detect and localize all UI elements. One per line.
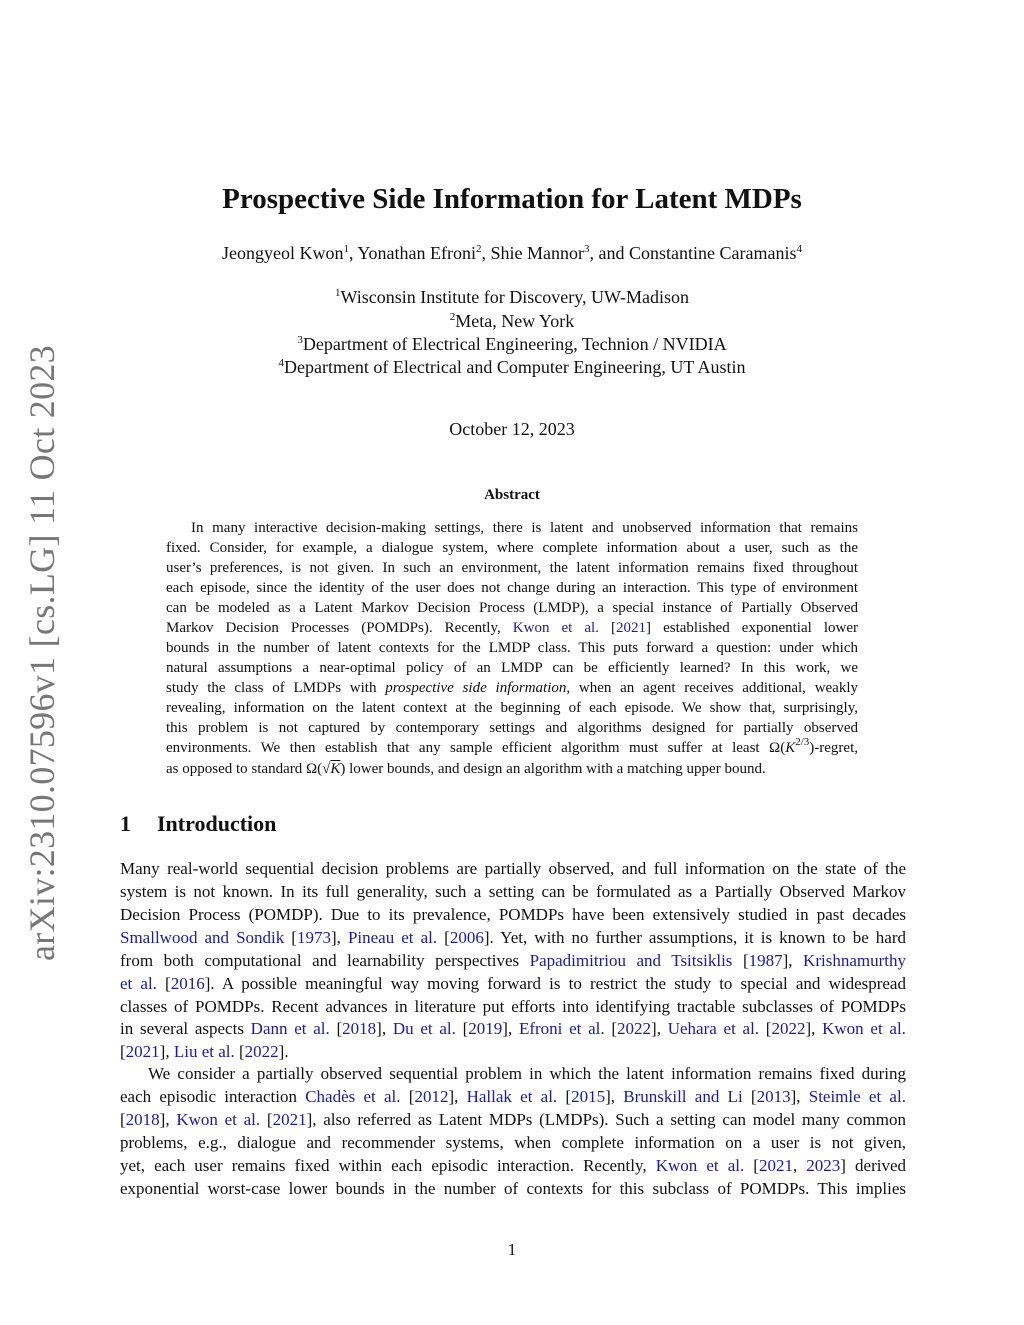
body-line <box>120 1108 906 1131</box>
text-run: ) lower bounds, and design an algorithm with a matching upper bound. <box>340 761 766 777</box>
sqrt-symbol: √ <box>322 761 331 777</box>
body-line: system is not known. In its full generality, such a setting can be formulated as a Partially Observed Markov <box>120 882 906 901</box>
abstract-line: can be modeled as a Latent Markov Decision Process (LMDP), a special instance of Partially Observed <box>166 600 858 616</box>
citation-year-link[interactable]: 2021 <box>616 620 647 636</box>
citation-year-link[interactable]: 1987 <box>748 951 783 970</box>
arxiv-identifier: arXiv:2310.07596v1 [cs.LG] 11 Oct 2023 <box>22 345 62 961</box>
citation-year-link[interactable]: 2021 <box>758 1156 793 1175</box>
text-run: ], <box>605 1087 624 1106</box>
author-name: Shie Mannor <box>490 243 585 263</box>
citation-link[interactable]: Krishnamurthy <box>803 951 906 970</box>
author-sup: 1 <box>343 243 349 255</box>
citation-link[interactable]: Kwon et al. <box>822 1019 906 1038</box>
text-run: ], <box>159 1042 174 1061</box>
text-run: [ <box>120 1110 126 1129</box>
text-run: [ <box>744 1156 759 1175</box>
affiliation-text: Meta, New York <box>455 311 575 331</box>
citation-year-link[interactable]: 2021 <box>125 1042 160 1061</box>
citation-year-link[interactable]: 2022 <box>617 1019 652 1038</box>
affiliation <box>0 311 1024 332</box>
section-title: Introduction <box>157 811 277 836</box>
text-run: from both computational and learnability perspectives <box>120 951 530 970</box>
text-run: , when an agent receives additional, weakly <box>566 680 859 696</box>
text-run: [ <box>400 1087 415 1106</box>
body-line <box>120 1085 906 1108</box>
citation-link[interactable]: Papadimitriou and Tsitsiklis <box>529 951 733 970</box>
body-line: exponential worst-case lower bounds in the number of contexts for this subclass of POMDPs. This implies <box>120 1179 906 1198</box>
affiliation <box>0 287 1024 308</box>
abstract-line: fixed. Consider, for example, a dialogue system, where complete information about a user, such as the <box>166 540 858 556</box>
text-run: ], <box>790 1087 809 1106</box>
text-run: ], <box>651 1019 668 1038</box>
citation-link[interactable]: Hallak et al. <box>466 1087 558 1106</box>
text-run: ], <box>805 1019 823 1038</box>
abstract-line <box>166 738 858 758</box>
author-separator: , <box>349 243 358 263</box>
affiliation-sup: 2 <box>449 311 456 323</box>
citation-year-link[interactable]: 2012 <box>414 1087 449 1106</box>
text-run: ], also referred as Latent MDPs (LMDPs). Such a setting can model many common <box>306 1110 906 1129</box>
text-run: ], <box>448 1087 467 1106</box>
affiliation-text: Wisconsin Institute for Discovery, UW-Madison <box>340 287 690 307</box>
text-run: [ <box>557 1087 572 1106</box>
abstract-heading: Abstract <box>484 487 540 503</box>
text-run: [ <box>260 1110 273 1129</box>
citation-year-link[interactable]: 2013 <box>756 1087 791 1106</box>
author-name: Jeongyeol Kwon <box>222 243 344 263</box>
abstract-line <box>166 678 858 698</box>
abstract-line: this problem is not captured by contemporary settings and algorithms designed for partially observed <box>166 720 858 736</box>
affiliation-text: Department of Electrical and Computer Engineering, UT Austin <box>283 357 746 377</box>
affiliation-sup: 4 <box>278 357 284 369</box>
citation-year-link[interactable]: 1973 <box>296 928 331 947</box>
citation-link[interactable]: Smallwood and Sondik <box>120 928 285 947</box>
citation-year-link[interactable]: 2022 <box>771 1019 806 1038</box>
citation-year-link[interactable]: 2023 <box>806 1156 841 1175</box>
abstract-line: bounds in the number of latent contexts for the LMDP class. This puts forward a question: under which <box>166 640 858 656</box>
author-sup: 2 <box>476 243 482 255</box>
citation-link[interactable]: Uehara et al. <box>667 1019 760 1038</box>
body-line <box>120 926 906 949</box>
citation-year-link[interactable]: 2018 <box>342 1019 377 1038</box>
text-run: [ <box>329 1019 343 1038</box>
text-run: yet, each user remains fixed within each episodic interaction. Recently, <box>120 1156 656 1175</box>
math-exponent: 2/3 <box>795 736 810 748</box>
text-run: ] derived <box>840 1156 907 1175</box>
text-run: ], <box>782 951 804 970</box>
affiliation-sup: 3 <box>297 334 303 346</box>
text-run: each episodic interaction <box>120 1087 306 1106</box>
text-run: environments. We then establish that any sample efficient algorithm must suffer at least Ω( <box>166 740 786 756</box>
body-line: problems, e.g., dialogue and recommender systems, when complete information on a user is not given, <box>120 1133 906 1152</box>
citation-link[interactable]: Kwon et al. <box>512 620 599 636</box>
text-run: [ <box>742 1087 757 1106</box>
citation-link[interactable]: Brunskill and Li <box>623 1087 743 1106</box>
citation-year-link[interactable]: 2022 <box>244 1042 279 1061</box>
text-run: in several aspects <box>120 1019 251 1038</box>
body-line: We consider a partially observed sequential problem in which the latent information remains fixed during <box>148 1064 906 1083</box>
author-name: Yonathan Efroni <box>357 243 477 263</box>
paper-date: October 12, 2023 <box>449 419 575 439</box>
citation-year-link[interactable]: 2021 <box>272 1110 307 1129</box>
author-sup: 3 <box>584 243 590 255</box>
body-line: classes of POMDPs. Recent advances in literature put efforts into identifying tractable subclasses of POMDPs <box>120 997 906 1016</box>
body-line <box>120 1040 906 1063</box>
text-run: [ <box>437 928 450 947</box>
citation-link[interactable]: Liu et al. <box>173 1042 235 1061</box>
body-line <box>120 972 906 995</box>
arxiv-sidebar <box>14 345 70 961</box>
author-separator: , <box>481 243 491 263</box>
citation-link[interactable]: Du et al. <box>392 1019 456 1038</box>
abstract-line <box>166 618 858 638</box>
math-var: K <box>330 761 341 777</box>
text-run: [ <box>732 951 749 970</box>
author-name: Constantine Caramanis <box>629 243 797 263</box>
citation-link[interactable]: et al. <box>120 974 157 993</box>
citation-year-link[interactable]: 2006 <box>449 928 484 947</box>
text-run: ], <box>502 1019 519 1038</box>
section-number: 1 <box>120 811 131 836</box>
citation-link[interactable]: Steimle et al. <box>808 1087 906 1106</box>
author-sup: 4 <box>796 243 802 255</box>
emphasis-text: prospective side information <box>385 680 567 696</box>
text-run: ], <box>376 1019 393 1038</box>
text-run: [ <box>284 928 297 947</box>
text-run: ], <box>159 1110 177 1129</box>
author-separator: , and <box>589 243 630 263</box>
abstract-line: In many interactive decision-making settings, there is latent and unobserved information that remains <box>191 520 858 536</box>
body-line <box>120 1154 906 1177</box>
text-run: ]. Yet, with no further assumptions, it is known to be hard <box>483 928 907 947</box>
citation-year-link[interactable]: 2018 <box>125 1110 160 1129</box>
body-line <box>120 1017 906 1040</box>
text-run: ], <box>330 928 348 947</box>
text-run: , <box>792 1156 807 1175</box>
text-run: as opposed to standard Ω( <box>166 761 323 777</box>
text-run: [ <box>234 1042 245 1061</box>
citation-link[interactable]: Pineau et al. <box>347 928 438 947</box>
text-run: [ <box>156 974 171 993</box>
body-line: Many real-world sequential decision problems are partially observed, and full information on the state of the <box>120 859 906 878</box>
abstract-line <box>166 759 858 779</box>
text-run: [ <box>598 620 617 636</box>
affiliation-sup: 1 <box>334 287 341 299</box>
citation-year-link[interactable]: 2015 <box>571 1087 606 1106</box>
citation-link[interactable]: Kwon et al. <box>655 1156 745 1175</box>
text-run: study the class of LMDPs with <box>166 680 386 696</box>
text-run: )-regret, <box>809 740 858 756</box>
citation-year-link[interactable]: 2016 <box>170 974 205 993</box>
citation-link[interactable]: Dann et al. <box>250 1019 330 1038</box>
body-line: Decision Process (POMDP). Due to its prevalence, POMDPs have been extensively studied in past decades <box>120 905 906 924</box>
text-run: ] established exponential lower <box>646 620 858 636</box>
text-run: [ <box>455 1019 469 1038</box>
text-run: ]. <box>278 1042 289 1061</box>
abstract-line: user’s preferences, is not given. In such an environment, the latent information remains fixed throughout <box>166 560 858 576</box>
section-heading <box>120 811 276 837</box>
author-list <box>0 243 1024 264</box>
page-number: 1 <box>507 1240 517 1259</box>
citation-link[interactable]: Kwon et al. <box>176 1110 261 1129</box>
citation-link[interactable]: Chadès et al. <box>305 1087 401 1106</box>
text-run: [ <box>759 1019 772 1038</box>
abstract-line: natural assumptions a near-optimal policy of an LMDP can be efficiently learned? In this work, we <box>166 660 858 676</box>
affiliation-text: Department of Electrical Engineering, Technion / NVIDIA <box>302 334 727 354</box>
body-line <box>120 949 906 972</box>
affiliation <box>0 357 1024 378</box>
text-run: Markov Decision Processes (POMDPs). Recently, <box>166 620 513 636</box>
paper-title: Prospective Side Information for Latent MDPs <box>222 183 802 215</box>
affiliation <box>0 334 1024 355</box>
abstract-line: revealing, information on the latent context at the beginning of each episode. We show that, surprisingly, <box>166 700 858 716</box>
text-run: ]. A possible meaningful way moving forward is to restrict the study to special and widespread <box>204 974 906 993</box>
text-run: [ <box>120 1042 126 1061</box>
citation-year-link[interactable]: 2019 <box>468 1019 503 1038</box>
math-var: K <box>785 740 796 756</box>
text-run: [ <box>604 1019 618 1038</box>
citation-link[interactable]: Efroni et al. <box>518 1019 605 1038</box>
abstract-line: each episode, since the identity of the user does not change during an interaction. This type of environment <box>166 580 858 596</box>
